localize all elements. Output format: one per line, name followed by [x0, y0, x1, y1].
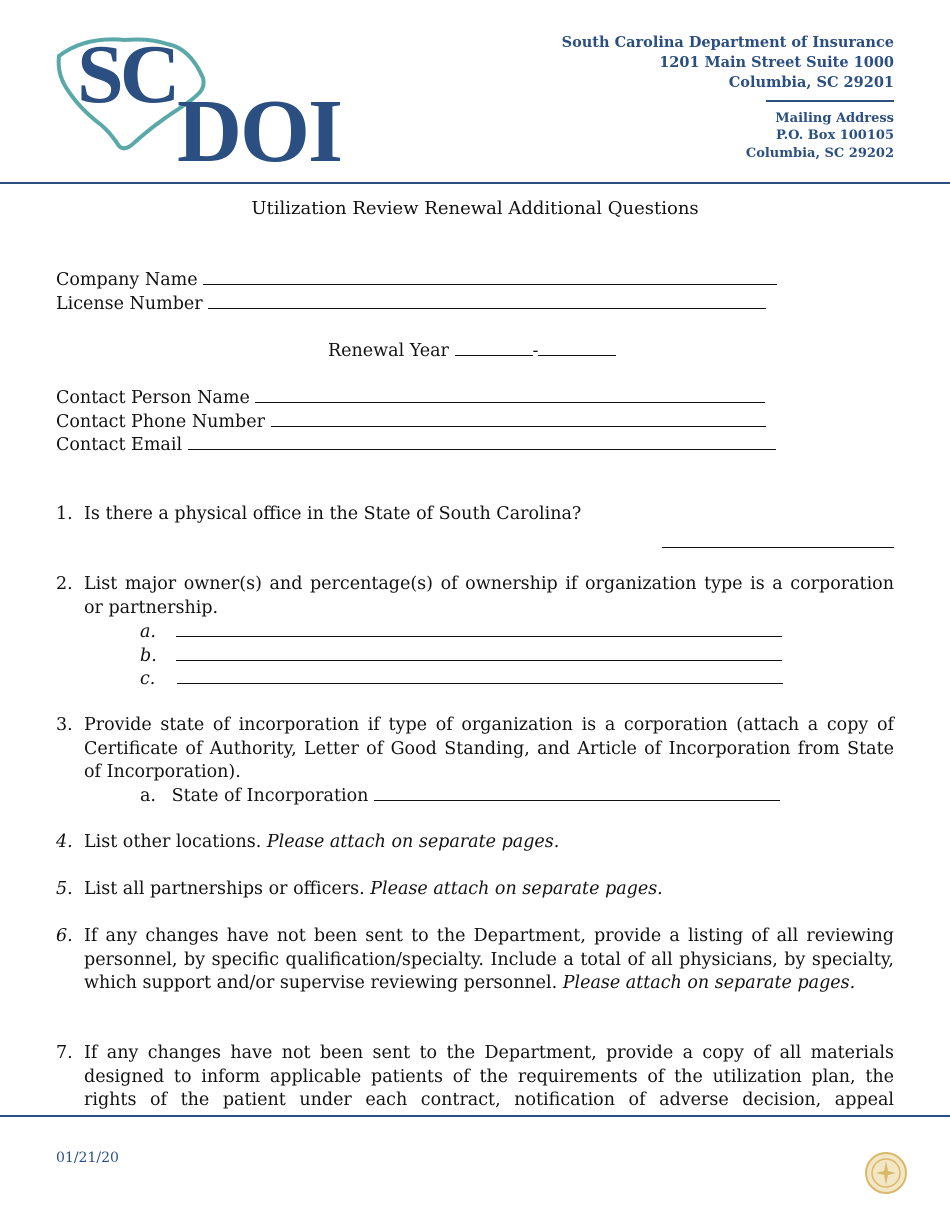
- question-text: Is there a physical office in the State of South Carolina?: [84, 504, 582, 524]
- contact-person-blank[interactable]: [255, 386, 765, 403]
- question-3: [56, 714, 894, 785]
- city-address: Columbia, SC 29201: [728, 74, 894, 91]
- state-of-incorporation-field[interactable]: [140, 784, 780, 809]
- company-name-label: Company Name: [56, 270, 198, 290]
- state-of-incorporation-label: State of Incorporation: [171, 786, 369, 806]
- question-number: 1.: [56, 504, 73, 524]
- contact-phone-label: Contact Phone Number: [56, 412, 265, 432]
- question-2: [56, 573, 894, 620]
- state-of-incorporation-blank[interactable]: [374, 784, 780, 801]
- scdoi-logo: [55, 28, 355, 181]
- question-text: List all partnerships or officers.: [84, 879, 365, 899]
- renewal-year-start-blank[interactable]: [455, 339, 533, 356]
- footer-divider: [0, 1115, 950, 1117]
- question-1-answer-blank[interactable]: [662, 531, 894, 548]
- owner-a-blank[interactable]: [176, 620, 782, 637]
- question-number: 2.: [56, 574, 73, 594]
- question-7: [56, 1042, 894, 1112]
- question-number: 5.: [56, 879, 73, 899]
- renewal-year-field[interactable]: [328, 339, 616, 364]
- question-number: 7.: [56, 1043, 73, 1063]
- renewal-year-end-blank[interactable]: [538, 339, 616, 356]
- question-text: If any changes have not been sent to the Department, provide a listing of all reviewing personnel, by specific qualification/specialty. Include a total of all physicians, by specialty, which support and/or supervise reviewing personnel.: [84, 926, 894, 993]
- contact-phone-blank[interactable]: [271, 410, 766, 427]
- page-title: Utilization Review Renewal Additional Questions: [251, 198, 699, 219]
- owner-c-blank[interactable]: [177, 667, 783, 684]
- question-number: 3.: [56, 715, 73, 735]
- company-name-blank[interactable]: [203, 268, 777, 285]
- owner-row-b[interactable]: [140, 644, 782, 669]
- state-seal-icon: [864, 1151, 908, 1199]
- contact-person-label: Contact Person Name: [56, 388, 250, 408]
- question-1: [56, 503, 894, 527]
- question-note: Please attach on separate pages.: [562, 973, 856, 993]
- owner-row-a[interactable]: [140, 620, 782, 645]
- license-number-field[interactable]: [56, 292, 766, 317]
- question-number: 4.: [56, 832, 73, 852]
- owner-row-c[interactable]: [140, 667, 783, 692]
- sub-label: a.: [140, 622, 156, 642]
- question-5: [56, 878, 894, 902]
- mailing-label: Mailing Address: [775, 110, 894, 126]
- license-number-blank[interactable]: [208, 292, 766, 309]
- street-address: 1201 Main Street Suite 1000: [659, 54, 894, 71]
- license-number-label: License Number: [56, 294, 203, 314]
- owner-b-blank[interactable]: [176, 644, 782, 661]
- sub-label: b.: [140, 646, 157, 666]
- sub-label: c.: [140, 669, 156, 689]
- contact-phone-field[interactable]: [56, 410, 766, 435]
- logo-sc-text: SC: [77, 28, 177, 121]
- question-text: Provide state of incorporation if type of organization is a corporation (attach a copy of Certificate of Authority, Letter of Good Standing, and Article of Incorporation from State of Incorporation).: [84, 715, 894, 782]
- company-name-field[interactable]: [56, 268, 777, 293]
- department-name: South Carolina Department of Insurance: [561, 34, 894, 51]
- question-text: List major owner(s) and percentage(s) of ownership if organization type is a corporation or partnership.: [84, 574, 894, 618]
- renewal-year-label: Renewal Year: [328, 341, 449, 361]
- question-number: 6.: [56, 926, 73, 946]
- header-divider: [0, 182, 950, 184]
- mailing-city: Columbia, SC 29202: [745, 145, 894, 161]
- contact-email-blank[interactable]: [188, 433, 776, 450]
- question-4: [56, 831, 894, 855]
- po-box: P.O. Box 100105: [776, 128, 894, 143]
- question-text: List other locations.: [84, 832, 262, 852]
- renewal-year-separator: -: [532, 341, 539, 361]
- contact-email-label: Contact Email: [56, 435, 183, 455]
- contact-email-field[interactable]: [56, 433, 776, 458]
- revision-date: 01/21/20: [56, 1150, 119, 1166]
- question-6: [56, 925, 894, 996]
- question-text: If any changes have not been sent to the Department, provide a copy of all materials designed to inform applicable patients of the requirements of the utilization plan, the rights of the patient under each contract, notification of adverse decision, appeal: [84, 1043, 894, 1110]
- contact-person-field[interactable]: [56, 386, 765, 411]
- question-note: Please attach on separate pages.: [370, 879, 663, 899]
- sub-label: a.: [140, 786, 156, 806]
- address-divider: [766, 100, 894, 102]
- logo-doi-text: DOI: [177, 82, 342, 181]
- question-note: Please attach on separate pages.: [266, 832, 560, 852]
- department-address: [562, 33, 894, 162]
